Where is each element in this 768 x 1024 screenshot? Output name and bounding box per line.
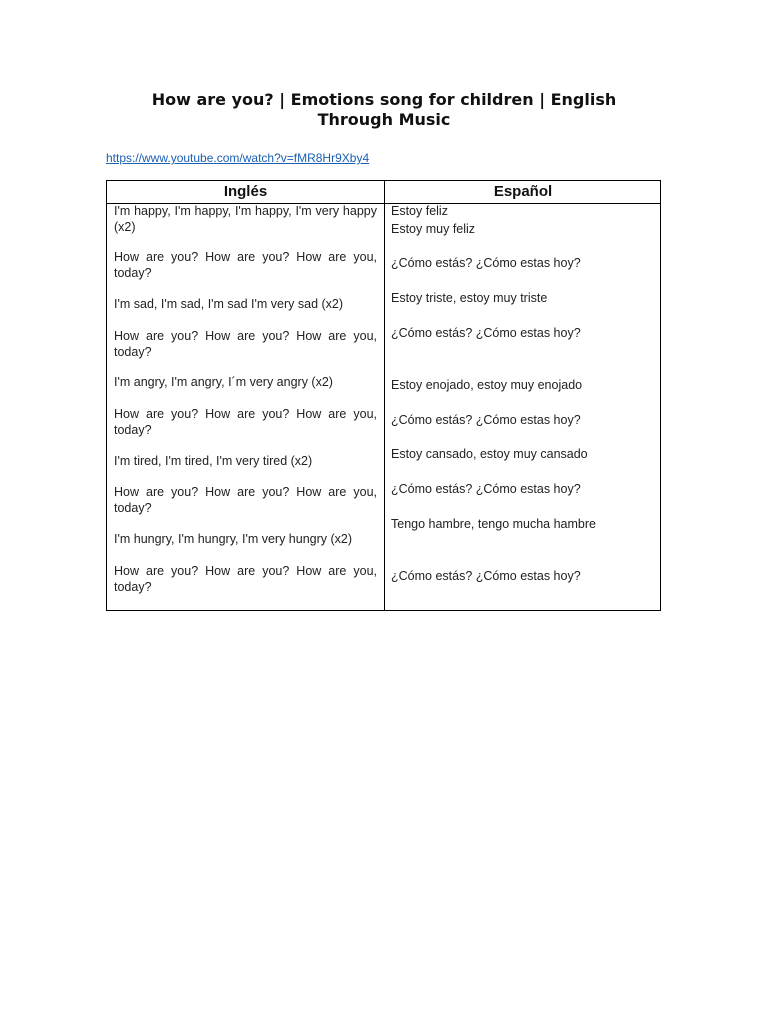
english-line-question-1: How are you? How are you? How are you, today? [114, 250, 377, 280]
spanish-line-question-5: ¿Cómo estás? ¿Cómo estas hoy? [391, 569, 581, 583]
spanish-line-muy-feliz: Estoy muy feliz [391, 222, 476, 236]
header-english: Inglés [223, 183, 268, 200]
english-line-question-2: How are you? How are you? How are you, today? [114, 329, 377, 359]
spanish-line-question-4: ¿Cómo estás? ¿Cómo estas hoy? [391, 482, 581, 496]
spanish-line-hambre: Tengo hambre, tengo mucha hambre [391, 517, 596, 531]
english-line-sad: I'm sad, I'm sad, I'm sad I'm very sad (x2) [114, 297, 344, 311]
video-link[interactable]: https://www.youtube.com/watch?v=fMR8Hr9Xby4 [106, 151, 370, 165]
english-line-question-3: How are you? How are you? How are you, today? [114, 407, 377, 437]
header-spanish: Español [493, 183, 553, 200]
english-line-question-4: How are you? How are you? How are you, today? [114, 485, 377, 515]
spanish-line-feliz: Estoy feliz [391, 204, 448, 218]
english-line-angry: I'm angry, I'm angry, I´m very angry (x2) [114, 375, 333, 389]
page-title: How are you? | Emotions song for children | English Through Music [151, 90, 617, 129]
english-line-question-5: How are you? How are you? How are you, today? [114, 564, 377, 594]
spanish-line-triste: Estoy triste, estoy muy triste [391, 291, 548, 305]
spanish-line-question-1: ¿Cómo estás? ¿Cómo estas hoy? [391, 256, 581, 270]
english-line-hungry: I'm hungry, I'm hungry, I'm very hungry (x2) [114, 532, 353, 546]
english-line-tired: I'm tired, I'm tired, I'm very tired (x2) [114, 454, 313, 468]
spanish-line-cansado: Estoy cansado, estoy muy cansado [391, 447, 588, 461]
spanish-line-question-2: ¿Cómo estás? ¿Cómo estas hoy? [391, 326, 581, 340]
lyrics-table [106, 180, 661, 611]
column-divider [384, 181, 385, 610]
english-line-happy: I'm happy, I'm happy, I'm happy, I'm very happy (x2) [114, 204, 377, 234]
spanish-line-enojado: Estoy enojado, estoy muy enojado [391, 378, 583, 392]
spanish-line-question-3: ¿Cómo estás? ¿Cómo estas hoy? [391, 413, 581, 427]
